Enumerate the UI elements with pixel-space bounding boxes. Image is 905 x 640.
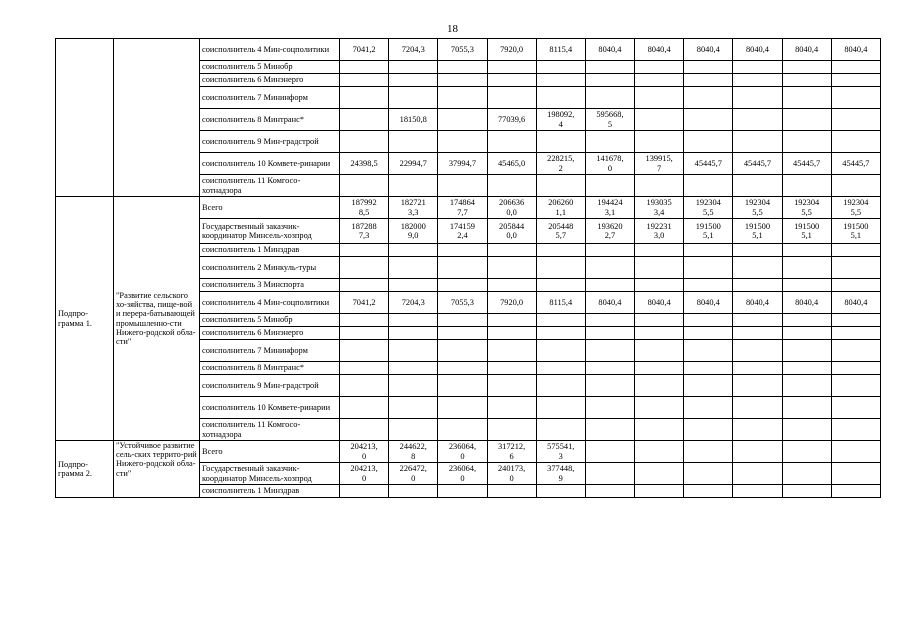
value-cell	[782, 463, 831, 485]
value-cell	[782, 61, 831, 74]
value-cell: 8040,4	[733, 39, 782, 61]
value-cell	[585, 397, 634, 419]
value-cell	[733, 463, 782, 485]
value-cell	[831, 257, 880, 279]
value-cell	[487, 257, 536, 279]
value-cell	[733, 485, 782, 498]
value-cell	[831, 74, 880, 87]
value-cell: 7041,2	[340, 39, 389, 61]
executor-cell: соисполнитель 3 Минспорта	[200, 279, 340, 292]
value-cell	[389, 375, 438, 397]
subprogram-desc-cell: "Устойчивое развитие сель-ских террито-рий Нижего-родской обла-сти"	[114, 441, 200, 498]
value-cell	[782, 175, 831, 197]
value-cell	[438, 109, 487, 131]
value-cell	[782, 485, 831, 498]
value-cell	[389, 397, 438, 419]
value-cell	[831, 87, 880, 109]
value-cell	[536, 87, 585, 109]
value-cell	[487, 279, 536, 292]
value-cell	[438, 397, 487, 419]
executor-cell: соисполнитель 1 Минздрав	[200, 485, 340, 498]
value-cell: 7920,0	[487, 292, 536, 314]
value-cell	[438, 279, 487, 292]
value-cell	[487, 485, 536, 498]
value-cell: 575541, 3	[536, 441, 585, 463]
value-cell	[438, 375, 487, 397]
value-cell: 77039,6	[487, 109, 536, 131]
value-cell	[831, 340, 880, 362]
value-cell: 8040,4	[635, 39, 684, 61]
value-cell	[340, 314, 389, 327]
value-cell	[831, 441, 880, 463]
value-cell	[340, 375, 389, 397]
value-cell	[831, 463, 880, 485]
value-cell	[635, 340, 684, 362]
value-cell	[782, 314, 831, 327]
value-cell	[831, 419, 880, 441]
value-cell	[585, 375, 634, 397]
value-cell: 244622, 8	[389, 441, 438, 463]
value-cell	[831, 244, 880, 257]
value-cell	[340, 340, 389, 362]
value-cell	[635, 441, 684, 463]
value-cell	[782, 441, 831, 463]
value-cell	[782, 244, 831, 257]
value-cell: 22994,7	[389, 153, 438, 175]
value-cell	[635, 244, 684, 257]
subprogram-desc-cell	[114, 39, 200, 197]
value-cell	[438, 340, 487, 362]
value-cell	[536, 362, 585, 375]
budget-table	[55, 38, 881, 498]
executor-cell: соисполнитель 2 Минкуль-туры	[200, 257, 340, 279]
executor-cell: соисполнитель 11 Комгосо-хотнадзора	[200, 175, 340, 197]
value-cell	[389, 87, 438, 109]
value-cell: 8040,4	[831, 39, 880, 61]
value-cell: 7920,0	[487, 39, 536, 61]
value-cell	[635, 419, 684, 441]
value-cell	[635, 61, 684, 74]
value-cell	[585, 463, 634, 485]
value-cell	[438, 257, 487, 279]
value-cell	[585, 131, 634, 153]
value-cell	[831, 375, 880, 397]
value-cell: 205448 5,7	[536, 219, 585, 244]
executor-cell: соисполнитель 6 Минэнерго	[200, 327, 340, 340]
value-cell	[438, 244, 487, 257]
executor-cell: соисполнитель 9 Мин-градстрой	[200, 131, 340, 153]
table-row	[56, 39, 881, 61]
value-cell: 24398,5	[340, 153, 389, 175]
value-cell	[487, 314, 536, 327]
value-cell: 192304 5,5	[684, 197, 733, 219]
value-cell: 8040,4	[684, 39, 733, 61]
value-cell	[389, 244, 438, 257]
value-cell	[831, 61, 880, 74]
value-cell	[733, 87, 782, 109]
value-cell	[782, 279, 831, 292]
value-cell: 192304 5,5	[733, 197, 782, 219]
value-cell	[635, 314, 684, 327]
value-cell	[585, 244, 634, 257]
value-cell	[340, 109, 389, 131]
value-cell: 8040,4	[831, 292, 880, 314]
value-cell	[635, 327, 684, 340]
value-cell	[389, 362, 438, 375]
value-cell	[487, 327, 536, 340]
value-cell: 240173, 0	[487, 463, 536, 485]
executor-cell: соисполнитель 4 Мин-соцполитики	[200, 292, 340, 314]
value-cell: 204213, 0	[340, 463, 389, 485]
value-cell	[782, 109, 831, 131]
value-cell	[536, 244, 585, 257]
value-cell	[536, 327, 585, 340]
value-cell	[684, 257, 733, 279]
value-cell	[585, 441, 634, 463]
value-cell: 236064, 0	[438, 463, 487, 485]
value-cell	[733, 279, 782, 292]
value-cell	[585, 279, 634, 292]
page-number: 18	[447, 23, 458, 35]
value-cell	[585, 87, 634, 109]
value-cell	[340, 327, 389, 340]
value-cell	[487, 375, 536, 397]
value-cell	[340, 397, 389, 419]
executor-cell: соисполнитель 5 Минобр	[200, 61, 340, 74]
value-cell	[389, 340, 438, 362]
value-cell	[684, 419, 733, 441]
value-cell	[487, 131, 536, 153]
value-cell	[684, 131, 733, 153]
value-cell	[782, 74, 831, 87]
value-cell	[536, 279, 585, 292]
value-cell	[487, 340, 536, 362]
value-cell	[684, 375, 733, 397]
value-cell	[585, 340, 634, 362]
value-cell	[389, 257, 438, 279]
value-cell: 191500 5,1	[831, 219, 880, 244]
value-cell: 8040,4	[585, 39, 634, 61]
value-cell	[487, 61, 536, 74]
value-cell	[438, 87, 487, 109]
value-cell	[684, 340, 733, 362]
value-cell	[438, 74, 487, 87]
value-cell: 8040,4	[782, 39, 831, 61]
executor-cell: соисполнитель 6 Минэнерго	[200, 74, 340, 87]
value-cell	[831, 131, 880, 153]
executor-cell: соисполнитель 1 Минздрав	[200, 244, 340, 257]
value-cell	[389, 314, 438, 327]
value-cell	[340, 257, 389, 279]
value-cell: 192304 5,5	[831, 197, 880, 219]
value-cell	[733, 109, 782, 131]
value-cell: 205844 0,0	[487, 219, 536, 244]
executor-cell: соисполнитель 8 Минтранс*	[200, 109, 340, 131]
value-cell	[635, 131, 684, 153]
value-cell	[684, 61, 733, 74]
value-cell	[684, 314, 733, 327]
value-cell	[536, 74, 585, 87]
value-cell: 198092, 4	[536, 109, 585, 131]
value-cell	[684, 397, 733, 419]
value-cell: 7055,3	[438, 292, 487, 314]
executor-cell: Всего	[200, 441, 340, 463]
value-cell	[831, 314, 880, 327]
value-cell	[782, 87, 831, 109]
value-cell	[782, 340, 831, 362]
value-cell	[438, 327, 487, 340]
value-cell: 192304 5,5	[782, 197, 831, 219]
value-cell	[536, 397, 585, 419]
value-cell	[733, 314, 782, 327]
value-cell	[340, 74, 389, 87]
value-cell	[684, 109, 733, 131]
value-cell	[585, 74, 634, 87]
value-cell	[585, 419, 634, 441]
executor-cell: соисполнитель 9 Мин-градстрой	[200, 375, 340, 397]
value-cell	[635, 362, 684, 375]
value-cell	[684, 244, 733, 257]
value-cell	[684, 362, 733, 375]
executor-cell: соисполнитель 10 Комвете-ринарии	[200, 153, 340, 175]
executor-cell: соисполнитель 11 Комгосо-хотнадзора	[200, 419, 340, 441]
value-cell: 191500 5,1	[684, 219, 733, 244]
value-cell: 8115,4	[536, 292, 585, 314]
value-cell	[585, 61, 634, 74]
value-cell	[733, 327, 782, 340]
value-cell	[389, 327, 438, 340]
value-cell	[635, 87, 684, 109]
value-cell	[487, 397, 536, 419]
subprogram-name-cell: Подпро-грамма 1.	[56, 197, 114, 441]
value-cell: 226472, 0	[389, 463, 438, 485]
value-cell: 191500 5,1	[733, 219, 782, 244]
value-cell	[733, 74, 782, 87]
executor-cell: соисполнитель 5 Минобр	[200, 314, 340, 327]
value-cell	[684, 327, 733, 340]
value-cell	[733, 244, 782, 257]
value-cell	[733, 419, 782, 441]
value-cell: 193035 3,4	[635, 197, 684, 219]
table-row	[56, 197, 881, 219]
value-cell: 8040,4	[733, 292, 782, 314]
value-cell	[438, 175, 487, 197]
value-cell: 377448, 9	[536, 463, 585, 485]
value-cell	[487, 419, 536, 441]
value-cell: 7055,3	[438, 39, 487, 61]
value-cell: 7204,3	[389, 39, 438, 61]
value-cell	[340, 362, 389, 375]
value-cell	[733, 257, 782, 279]
table-row	[56, 441, 881, 463]
value-cell	[487, 244, 536, 257]
value-cell	[782, 131, 831, 153]
value-cell: 8040,4	[635, 292, 684, 314]
value-cell	[536, 175, 585, 197]
value-cell	[340, 61, 389, 74]
value-cell	[782, 375, 831, 397]
value-cell: 206636 0,0	[487, 197, 536, 219]
value-cell: 228215, 2	[536, 153, 585, 175]
value-cell	[684, 485, 733, 498]
value-cell: 182000 9,0	[389, 219, 438, 244]
value-cell	[389, 279, 438, 292]
value-cell	[733, 441, 782, 463]
value-cell	[340, 279, 389, 292]
value-cell: 8040,4	[585, 292, 634, 314]
value-cell: 45445,7	[831, 153, 880, 175]
value-cell: 18150,8	[389, 109, 438, 131]
executor-cell: соисполнитель 7 Мининформ	[200, 87, 340, 109]
value-cell	[536, 419, 585, 441]
value-cell	[487, 362, 536, 375]
value-cell: 595668, 5	[585, 109, 634, 131]
value-cell: 187288 7,3	[340, 219, 389, 244]
value-cell	[340, 131, 389, 153]
value-cell	[684, 175, 733, 197]
value-cell	[340, 419, 389, 441]
value-cell	[536, 340, 585, 362]
value-cell: 139915, 7	[635, 153, 684, 175]
value-cell: 193620 2,7	[585, 219, 634, 244]
executor-cell: соисполнитель 8 Минтранс*	[200, 362, 340, 375]
value-cell	[733, 362, 782, 375]
value-cell	[733, 375, 782, 397]
value-cell: 45445,7	[733, 153, 782, 175]
value-cell	[684, 463, 733, 485]
value-cell: 182721 3,3	[389, 197, 438, 219]
value-cell	[782, 397, 831, 419]
value-cell	[585, 175, 634, 197]
value-cell	[389, 485, 438, 498]
value-cell	[831, 485, 880, 498]
value-cell	[389, 175, 438, 197]
executor-cell: Государственный заказчик-координатор Минсель-хозпрод	[200, 463, 340, 485]
value-cell	[782, 257, 831, 279]
subprogram-name-cell: Подпро-грамма 2.	[56, 441, 114, 498]
value-cell	[635, 175, 684, 197]
value-cell	[635, 397, 684, 419]
value-cell	[536, 375, 585, 397]
value-cell	[585, 314, 634, 327]
value-cell: 206260 1,1	[536, 197, 585, 219]
value-cell	[585, 257, 634, 279]
value-cell	[585, 362, 634, 375]
value-cell	[340, 175, 389, 197]
value-cell: 141678, 0	[585, 153, 634, 175]
value-cell	[733, 340, 782, 362]
value-cell: 7041,2	[340, 292, 389, 314]
value-cell: 191500 5,1	[782, 219, 831, 244]
value-cell	[831, 109, 880, 131]
value-cell	[831, 279, 880, 292]
value-cell	[635, 375, 684, 397]
value-cell	[635, 485, 684, 498]
value-cell	[487, 87, 536, 109]
value-cell	[438, 61, 487, 74]
value-cell	[782, 419, 831, 441]
value-cell	[389, 131, 438, 153]
value-cell	[831, 175, 880, 197]
value-cell: 8040,4	[782, 292, 831, 314]
value-cell	[733, 131, 782, 153]
value-cell	[733, 61, 782, 74]
value-cell	[684, 87, 733, 109]
value-cell: 204213, 0	[340, 441, 389, 463]
value-cell	[684, 74, 733, 87]
value-cell	[831, 327, 880, 340]
value-cell	[389, 419, 438, 441]
value-cell	[536, 257, 585, 279]
value-cell: 174159 2,4	[438, 219, 487, 244]
value-cell	[782, 362, 831, 375]
value-cell	[733, 397, 782, 419]
executor-cell: Всего	[200, 197, 340, 219]
value-cell	[635, 279, 684, 292]
value-cell	[438, 131, 487, 153]
value-cell: 37994,7	[438, 153, 487, 175]
subprogram-desc-cell: "Развитие сельского хо-зяйства, пище-вой и перера-батывающей промышленно-сти Нижего-родской обла-сти"	[114, 197, 200, 441]
value-cell	[340, 485, 389, 498]
executor-cell: соисполнитель 10 Комвете-ринарии	[200, 397, 340, 419]
value-cell	[536, 485, 585, 498]
value-cell: 174864 7,7	[438, 197, 487, 219]
value-cell	[635, 74, 684, 87]
value-cell: 45465,0	[487, 153, 536, 175]
value-cell: 45445,7	[782, 153, 831, 175]
value-cell: 7204,3	[389, 292, 438, 314]
value-cell: 45445,7	[684, 153, 733, 175]
value-cell	[438, 314, 487, 327]
value-cell	[389, 74, 438, 87]
value-cell: 317212, 6	[487, 441, 536, 463]
value-cell	[733, 175, 782, 197]
value-cell: 187992 8,5	[340, 197, 389, 219]
executor-cell: соисполнитель 4 Мин-соцполитики	[200, 39, 340, 61]
executor-cell: соисполнитель 7 Мининформ	[200, 340, 340, 362]
value-cell: 192231 3,0	[635, 219, 684, 244]
value-cell	[487, 175, 536, 197]
value-cell	[438, 485, 487, 498]
value-cell	[389, 61, 438, 74]
value-cell	[782, 327, 831, 340]
value-cell	[684, 441, 733, 463]
value-cell	[340, 244, 389, 257]
value-cell	[831, 397, 880, 419]
value-cell	[536, 131, 585, 153]
value-cell: 8115,4	[536, 39, 585, 61]
value-cell	[487, 74, 536, 87]
value-cell	[585, 485, 634, 498]
executor-cell: Государственный заказчик-координатор Минсель-хозпрод	[200, 219, 340, 244]
value-cell: 236064, 0	[438, 441, 487, 463]
value-cell: 194424 3,1	[585, 197, 634, 219]
value-cell	[438, 362, 487, 375]
value-cell	[635, 109, 684, 131]
value-cell	[438, 419, 487, 441]
value-cell	[635, 463, 684, 485]
value-cell	[536, 314, 585, 327]
value-cell	[536, 61, 585, 74]
value-cell	[684, 279, 733, 292]
value-cell: 8040,4	[684, 292, 733, 314]
value-cell	[831, 362, 880, 375]
value-cell	[340, 87, 389, 109]
subprogram-name-cell	[56, 39, 114, 197]
value-cell	[635, 257, 684, 279]
value-cell	[585, 327, 634, 340]
